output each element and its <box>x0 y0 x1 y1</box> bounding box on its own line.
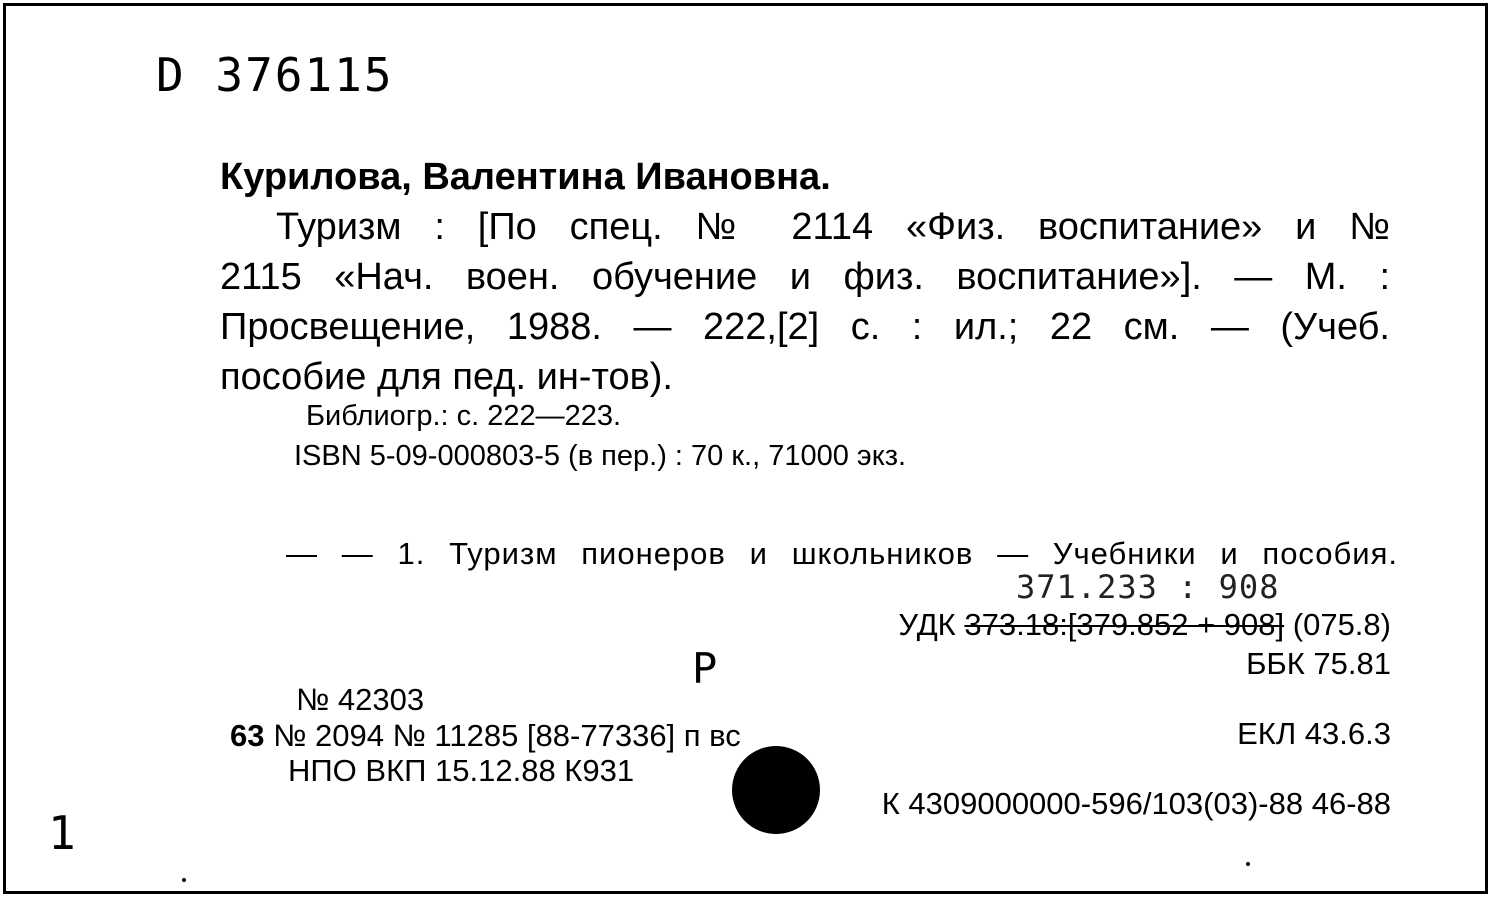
copy-mark: 1 <box>48 806 76 860</box>
call-number: D 376115 <box>156 48 394 102</box>
punch-hole <box>732 746 820 834</box>
description-line: пособие для пед. ин-тов). <box>220 356 673 398</box>
handwritten-udc: 371.233 : 908 <box>1016 568 1280 606</box>
author-heading: Курилова, Валентина Ивановна. <box>220 156 831 198</box>
bbk-classification: ББК 75.81 <box>1246 646 1391 681</box>
notes-block <box>294 396 906 476</box>
udk-struck-code: 373.18:[379.852 + 908] <box>964 607 1285 642</box>
print-line <box>230 718 741 754</box>
print-line-prefix: 63 <box>230 718 265 753</box>
description-line: Просвещение, 1988. — 222,[2] с. : ил.; 22 см. — (Учеб. <box>220 306 1390 348</box>
udk-tail: (075.8) <box>1292 607 1391 642</box>
language-mark: Р <box>692 644 718 693</box>
bibliographic-description <box>220 202 1390 402</box>
description-line: 2115 «Нач. воен. обучение и физ. воспитание»]. — М. : <box>220 256 1390 298</box>
udk-label: УДК <box>898 607 956 642</box>
catalog-card <box>3 3 1488 894</box>
speck <box>1246 862 1250 866</box>
subject-heading: — — 1. Туризм пионеров и школьников — Учебники и пособия. <box>286 536 1398 571</box>
isbn-note: ISBN 5-09-000803-5 (в пер.) : 70 к., 71000 экз. <box>294 440 907 472</box>
ekl-code: ЕКЛ 43.6.3 <box>1237 716 1391 751</box>
print-line-rest: № 2094 № 11285 [88-77336] п вс <box>273 718 741 753</box>
bibliography-note: Библиогр.: с. 222—223. <box>306 400 622 432</box>
udk-classification <box>898 607 1391 643</box>
order-number: № 42303 <box>296 682 425 717</box>
catalog-code: К 4309000000-596/103(03)-88 46-88 <box>881 786 1391 821</box>
publisher-line: НПО ВКП 15.12.88 К931 <box>288 753 635 788</box>
speck <box>182 878 186 882</box>
description-line: Туризм : [По спец. № 2114 «Физ. воспитание» и № <box>276 206 1390 248</box>
